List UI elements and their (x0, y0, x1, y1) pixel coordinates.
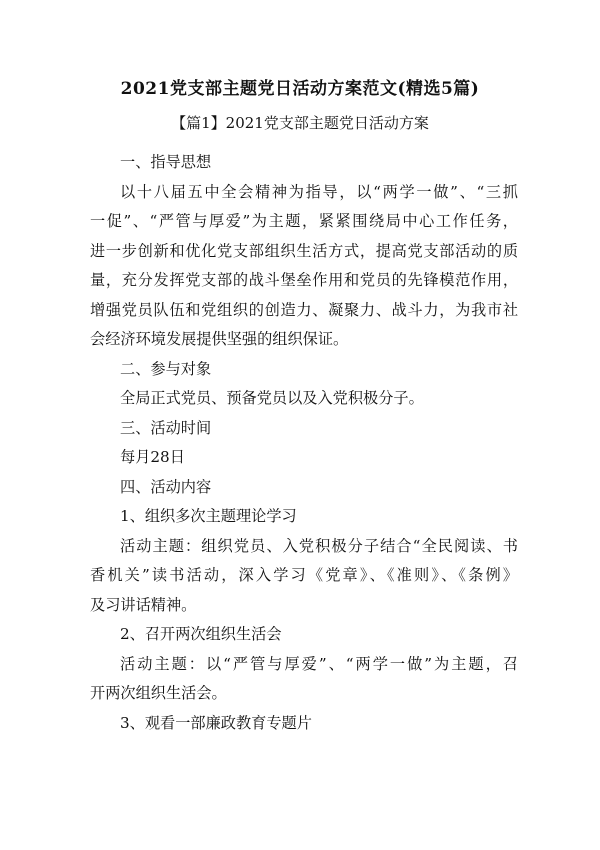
paragraph-line: 香机关”读书活动，深入学习《党章》、《准则》、《条例》 (90, 566, 518, 584)
paragraph-line: 开两次组织生活会。 (90, 684, 227, 702)
paragraph-line: 每月28日 (120, 448, 185, 466)
document-title: 2021党支部主题党日活动方案范文(精选5篇) (120, 79, 480, 99)
paragraph-line: 量，充分发挥党支部的战斗堡垒作用和党员的先锋模范作用， (90, 271, 518, 289)
subsection-heading: 1、组织多次主题理论学习 (120, 507, 297, 525)
document-body (90, 148, 518, 738)
section-heading: 四、活动内容 (120, 477, 212, 496)
paragraph-line: 活动主题：组织党员、入党积极分子结合“全民阅读、书 (120, 536, 518, 555)
paragraph-line: 增强党员队伍和党组织的创造力、凝聚力、战斗力，为我市社 (90, 300, 518, 319)
paragraph-line: 及习讲话精神。 (90, 595, 197, 614)
paragraph-line: 以十八届五中全会精神为指导，以“两学一做”、“三抓 (120, 182, 518, 201)
section-heading: 一、指导思想 (120, 153, 212, 171)
document-subtitle: 【篇1】2021党支部主题党日活动方案 (171, 114, 429, 132)
paragraph-line: 会经济环境发展提供坚强的组织保证。 (90, 330, 349, 348)
subsection-heading: 2、召开两次组织生活会 (120, 625, 282, 643)
section-heading: 三、活动时间 (120, 418, 212, 437)
section-heading: 二、参与对象 (120, 359, 212, 378)
paragraph-line: 全局正式党员、预备党员以及入党积极分子。 (120, 389, 424, 407)
subsection-heading: 3、观看一部廉政教育专题片 (120, 713, 312, 732)
paragraph-line: 一促”、“严管与厚爱”为主题，紧紧围绕局中心工作任务， (90, 212, 518, 230)
paragraph-line: 进一步创新和优化党支部组织生活方式，提高党支部活动的质 (90, 241, 518, 260)
paragraph-line: 活动主题：以“严管与厚爱”、“两学一做”为主题，召 (120, 654, 518, 673)
